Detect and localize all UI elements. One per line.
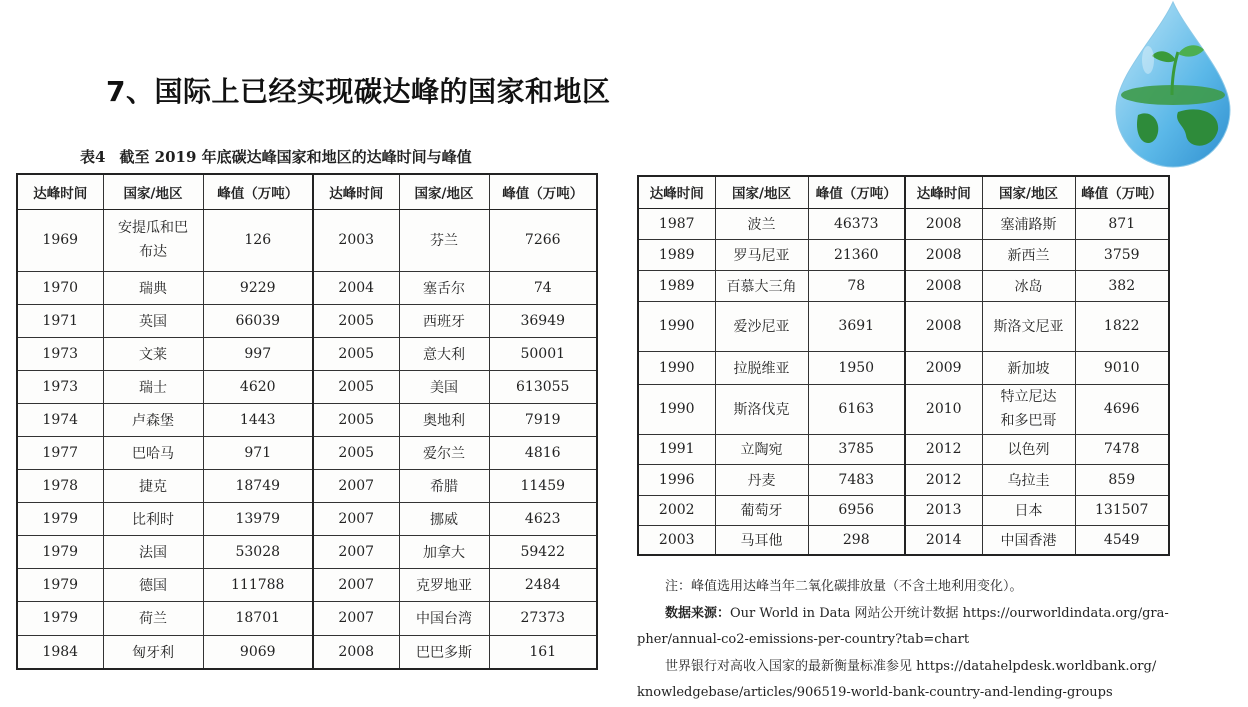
table-row xyxy=(638,239,1169,270)
table-row xyxy=(17,601,597,635)
column-header: 国家/地区 xyxy=(103,174,203,209)
peak-year-cell: 2007 xyxy=(313,535,399,568)
peak-value-cell: 74 xyxy=(489,271,597,304)
country-cell: 加拿大 xyxy=(399,535,489,568)
column-header: 达峰时间 xyxy=(905,176,982,208)
peak-year-cell: 1979 xyxy=(17,535,103,568)
country-cell: 丹麦 xyxy=(715,464,808,495)
peak-year-cell: 2009 xyxy=(905,351,982,384)
peak-year-cell: 1987 xyxy=(638,208,715,239)
peak-value-cell: 36949 xyxy=(489,304,597,337)
country-cell: 瑞士 xyxy=(103,370,203,403)
table-row xyxy=(17,304,597,337)
note-line: 注：峰值选用达峰当年二氧化碳排放量（不含土地利用变化）。 xyxy=(665,579,1023,594)
table-row xyxy=(17,271,597,304)
country-cell: 美国 xyxy=(399,370,489,403)
country-cell: 德国 xyxy=(103,568,203,601)
peak-year-cell: 1996 xyxy=(638,464,715,495)
peak-year-cell: 2010 xyxy=(905,384,982,434)
peak-year-cell: 2003 xyxy=(313,209,399,271)
peak-table-left xyxy=(16,173,598,670)
country-cell: 罗马尼亚 xyxy=(715,239,808,270)
peak-year-cell: 1979 xyxy=(17,568,103,601)
peak-value-cell: 2484 xyxy=(489,568,597,601)
table-row xyxy=(17,436,597,469)
peak-year-cell: 1977 xyxy=(17,436,103,469)
table-row xyxy=(17,502,597,535)
country-cell: 日本 xyxy=(982,495,1075,525)
peak-value-cell: 27373 xyxy=(489,601,597,635)
source-line-1b: pher/annual-co2-emissions-per-country?tab=chart xyxy=(637,632,970,647)
peak-value-cell: 859 xyxy=(1075,464,1169,495)
peak-value-cell: 4549 xyxy=(1075,525,1169,555)
peak-year-cell: 2013 xyxy=(905,495,982,525)
table-row xyxy=(638,208,1169,239)
country-cell: 巴哈马 xyxy=(103,436,203,469)
country-cell: 冰岛 xyxy=(982,270,1075,301)
column-header: 达峰时间 xyxy=(17,174,103,209)
peak-year-cell: 2003 xyxy=(638,525,715,555)
table-row xyxy=(638,434,1169,464)
peak-value-cell: 7478 xyxy=(1075,434,1169,464)
table-row xyxy=(638,464,1169,495)
peak-value-cell: 1443 xyxy=(203,403,313,436)
country-cell: 斯洛文尼亚 xyxy=(982,301,1075,351)
country-cell: 塞浦路斯 xyxy=(982,208,1075,239)
country-cell: 瑞典 xyxy=(103,271,203,304)
peak-value-cell: 613055 xyxy=(489,370,597,403)
peak-year-cell: 2007 xyxy=(313,568,399,601)
peak-value-cell: 59422 xyxy=(489,535,597,568)
peak-year-cell: 1989 xyxy=(638,239,715,270)
peak-year-cell: 1990 xyxy=(638,351,715,384)
table-caption-text: 截至 2019 年底碳达峰国家和地区的达峰时间与峰值 xyxy=(119,148,472,166)
country-cell: 以色列 xyxy=(982,434,1075,464)
peak-year-cell: 2005 xyxy=(313,370,399,403)
peak-value-cell: 4623 xyxy=(489,502,597,535)
peak-year-cell: 1979 xyxy=(17,502,103,535)
table-row xyxy=(638,301,1169,351)
peak-year-cell: 2012 xyxy=(905,464,982,495)
peak-value-cell: 126 xyxy=(203,209,313,271)
peak-year-cell: 2007 xyxy=(313,469,399,502)
peak-year-cell: 2005 xyxy=(313,403,399,436)
source-line-2b: knowledgebase/articles/906519-world-bank-country-and-lending-groups xyxy=(637,685,1113,700)
peak-year-cell: 2007 xyxy=(313,502,399,535)
source-1-text: Our World in Data 网站公开统计数据 https://ourworldindata.org/gra- xyxy=(730,605,1169,621)
table-row xyxy=(17,535,597,568)
peak-year-cell: 2005 xyxy=(313,337,399,370)
column-header: 峰值（万吨） xyxy=(808,176,905,208)
peak-value-cell: 7919 xyxy=(489,403,597,436)
peak-value-cell: 6163 xyxy=(808,384,905,434)
right-header-row xyxy=(638,176,1169,208)
country-cell: 爱尔兰 xyxy=(399,436,489,469)
table-row xyxy=(17,635,597,669)
country-cell: 文莱 xyxy=(103,337,203,370)
peak-value-cell: 131507 xyxy=(1075,495,1169,525)
peak-year-cell: 1970 xyxy=(17,271,103,304)
peak-year-cell: 1990 xyxy=(638,384,715,434)
country-cell: 塞舌尔 xyxy=(399,271,489,304)
country-cell: 马耳他 xyxy=(715,525,808,555)
peak-value-cell: 161 xyxy=(489,635,597,669)
water-drop-with-sprout-icon xyxy=(1108,0,1238,170)
peak-value-cell: 298 xyxy=(808,525,905,555)
country-cell: 西班牙 xyxy=(399,304,489,337)
country-cell: 百慕大三角 xyxy=(715,270,808,301)
peak-value-cell: 111788 xyxy=(203,568,313,601)
country-cell: 法国 xyxy=(103,535,203,568)
table-row xyxy=(638,270,1169,301)
country-cell: 英国 xyxy=(103,304,203,337)
peak-year-cell: 2008 xyxy=(905,301,982,351)
table-row xyxy=(17,568,597,601)
country-cell: 乌拉圭 xyxy=(982,464,1075,495)
country-cell: 挪威 xyxy=(399,502,489,535)
country-cell: 中国香港 xyxy=(982,525,1075,555)
peak-value-cell: 66039 xyxy=(203,304,313,337)
peak-value-cell: 18749 xyxy=(203,469,313,502)
peak-year-cell: 2007 xyxy=(313,601,399,635)
peak-value-cell: 46373 xyxy=(808,208,905,239)
peak-value-cell: 13979 xyxy=(203,502,313,535)
country-cell: 新西兰 xyxy=(982,239,1075,270)
peak-year-cell: 1973 xyxy=(17,370,103,403)
country-cell: 巴巴多斯 xyxy=(399,635,489,669)
country-cell: 拉脱维亚 xyxy=(715,351,808,384)
peak-table-right xyxy=(637,175,1170,556)
peak-year-cell: 2008 xyxy=(905,208,982,239)
peak-value-cell: 971 xyxy=(203,436,313,469)
peak-value-cell: 78 xyxy=(808,270,905,301)
peak-year-cell: 1978 xyxy=(17,469,103,502)
peak-value-cell: 18701 xyxy=(203,601,313,635)
country-cell: 爱沙尼亚 xyxy=(715,301,808,351)
column-header: 国家/地区 xyxy=(715,176,808,208)
country-cell: 斯洛伐克 xyxy=(715,384,808,434)
table-row xyxy=(17,209,597,271)
country-cell: 希腊 xyxy=(399,469,489,502)
peak-value-cell: 4696 xyxy=(1075,384,1169,434)
peak-year-cell: 1989 xyxy=(638,270,715,301)
peak-year-cell: 1974 xyxy=(17,403,103,436)
peak-value-cell: 3691 xyxy=(808,301,905,351)
table-caption xyxy=(80,146,472,167)
country-cell: 特立尼达和多巴哥 xyxy=(982,384,1075,434)
peak-year-cell: 2005 xyxy=(313,304,399,337)
peak-year-cell: 1971 xyxy=(17,304,103,337)
peak-year-cell: 2002 xyxy=(638,495,715,525)
peak-value-cell: 53028 xyxy=(203,535,313,568)
peak-value-cell: 6956 xyxy=(808,495,905,525)
peak-value-cell: 9069 xyxy=(203,635,313,669)
country-cell: 新加坡 xyxy=(982,351,1075,384)
table-row xyxy=(638,495,1169,525)
peak-year-cell: 2008 xyxy=(313,635,399,669)
peak-year-cell: 1990 xyxy=(638,301,715,351)
peak-value-cell: 382 xyxy=(1075,270,1169,301)
peak-value-cell: 1950 xyxy=(808,351,905,384)
table-row xyxy=(638,525,1169,555)
peak-value-cell: 11459 xyxy=(489,469,597,502)
country-cell: 匈牙利 xyxy=(103,635,203,669)
peak-year-cell: 2008 xyxy=(905,270,982,301)
peak-value-cell: 7266 xyxy=(489,209,597,271)
peak-value-cell: 50001 xyxy=(489,337,597,370)
country-cell: 意大利 xyxy=(399,337,489,370)
country-cell: 奥地利 xyxy=(399,403,489,436)
peak-value-cell: 871 xyxy=(1075,208,1169,239)
peak-value-cell: 9010 xyxy=(1075,351,1169,384)
country-cell: 立陶宛 xyxy=(715,434,808,464)
peak-value-cell: 9229 xyxy=(203,271,313,304)
column-header: 峰值（万吨） xyxy=(1075,176,1169,208)
column-header: 峰值（万吨） xyxy=(489,174,597,209)
peak-value-cell: 4816 xyxy=(489,436,597,469)
table-row xyxy=(17,370,597,403)
peak-value-cell: 4620 xyxy=(203,370,313,403)
country-cell: 荷兰 xyxy=(103,601,203,635)
peak-value-cell: 1822 xyxy=(1075,301,1169,351)
country-cell: 克罗地亚 xyxy=(399,568,489,601)
table-notes xyxy=(637,574,1177,707)
country-cell: 比利时 xyxy=(103,502,203,535)
column-header: 国家/地区 xyxy=(982,176,1075,208)
peak-value-cell: 7483 xyxy=(808,464,905,495)
table-number: 表4 xyxy=(80,148,106,166)
peak-value-cell: 997 xyxy=(203,337,313,370)
peak-year-cell: 1973 xyxy=(17,337,103,370)
country-cell: 波兰 xyxy=(715,208,808,239)
table-row xyxy=(638,351,1169,384)
slide-title: 7、国际上已经实现碳达峰的国家和地区 xyxy=(106,75,611,108)
country-cell: 安提瓜和巴布达 xyxy=(103,209,203,271)
peak-year-cell: 1984 xyxy=(17,635,103,669)
table-row xyxy=(638,384,1169,434)
source-line-2: 世界银行对高收入国家的最新衡量标准参见 https://datahelpdesk.worldbank.org/ xyxy=(665,658,1157,674)
peak-year-cell: 2008 xyxy=(905,239,982,270)
table-row xyxy=(17,403,597,436)
peak-value-cell: 21360 xyxy=(808,239,905,270)
column-header: 达峰时间 xyxy=(313,174,399,209)
table-row xyxy=(17,469,597,502)
peak-year-cell: 2014 xyxy=(905,525,982,555)
column-header: 国家/地区 xyxy=(399,174,489,209)
peak-year-cell: 2005 xyxy=(313,436,399,469)
peak-year-cell: 1991 xyxy=(638,434,715,464)
table-row xyxy=(17,337,597,370)
peak-value-cell: 3759 xyxy=(1075,239,1169,270)
source-label: 数据来源： xyxy=(665,605,731,621)
country-cell: 葡萄牙 xyxy=(715,495,808,525)
peak-value-cell: 3785 xyxy=(808,434,905,464)
peak-year-cell: 1979 xyxy=(17,601,103,635)
peak-year-cell: 2012 xyxy=(905,434,982,464)
source-line-1 xyxy=(637,601,1177,628)
peak-year-cell: 2004 xyxy=(313,271,399,304)
column-header: 达峰时间 xyxy=(638,176,715,208)
country-cell: 芬兰 xyxy=(399,209,489,271)
country-cell: 卢森堡 xyxy=(103,403,203,436)
column-header: 峰值（万吨） xyxy=(203,174,313,209)
country-cell: 中国台湾 xyxy=(399,601,489,635)
left-header-row xyxy=(17,174,597,209)
peak-year-cell: 1969 xyxy=(17,209,103,271)
country-cell: 捷克 xyxy=(103,469,203,502)
